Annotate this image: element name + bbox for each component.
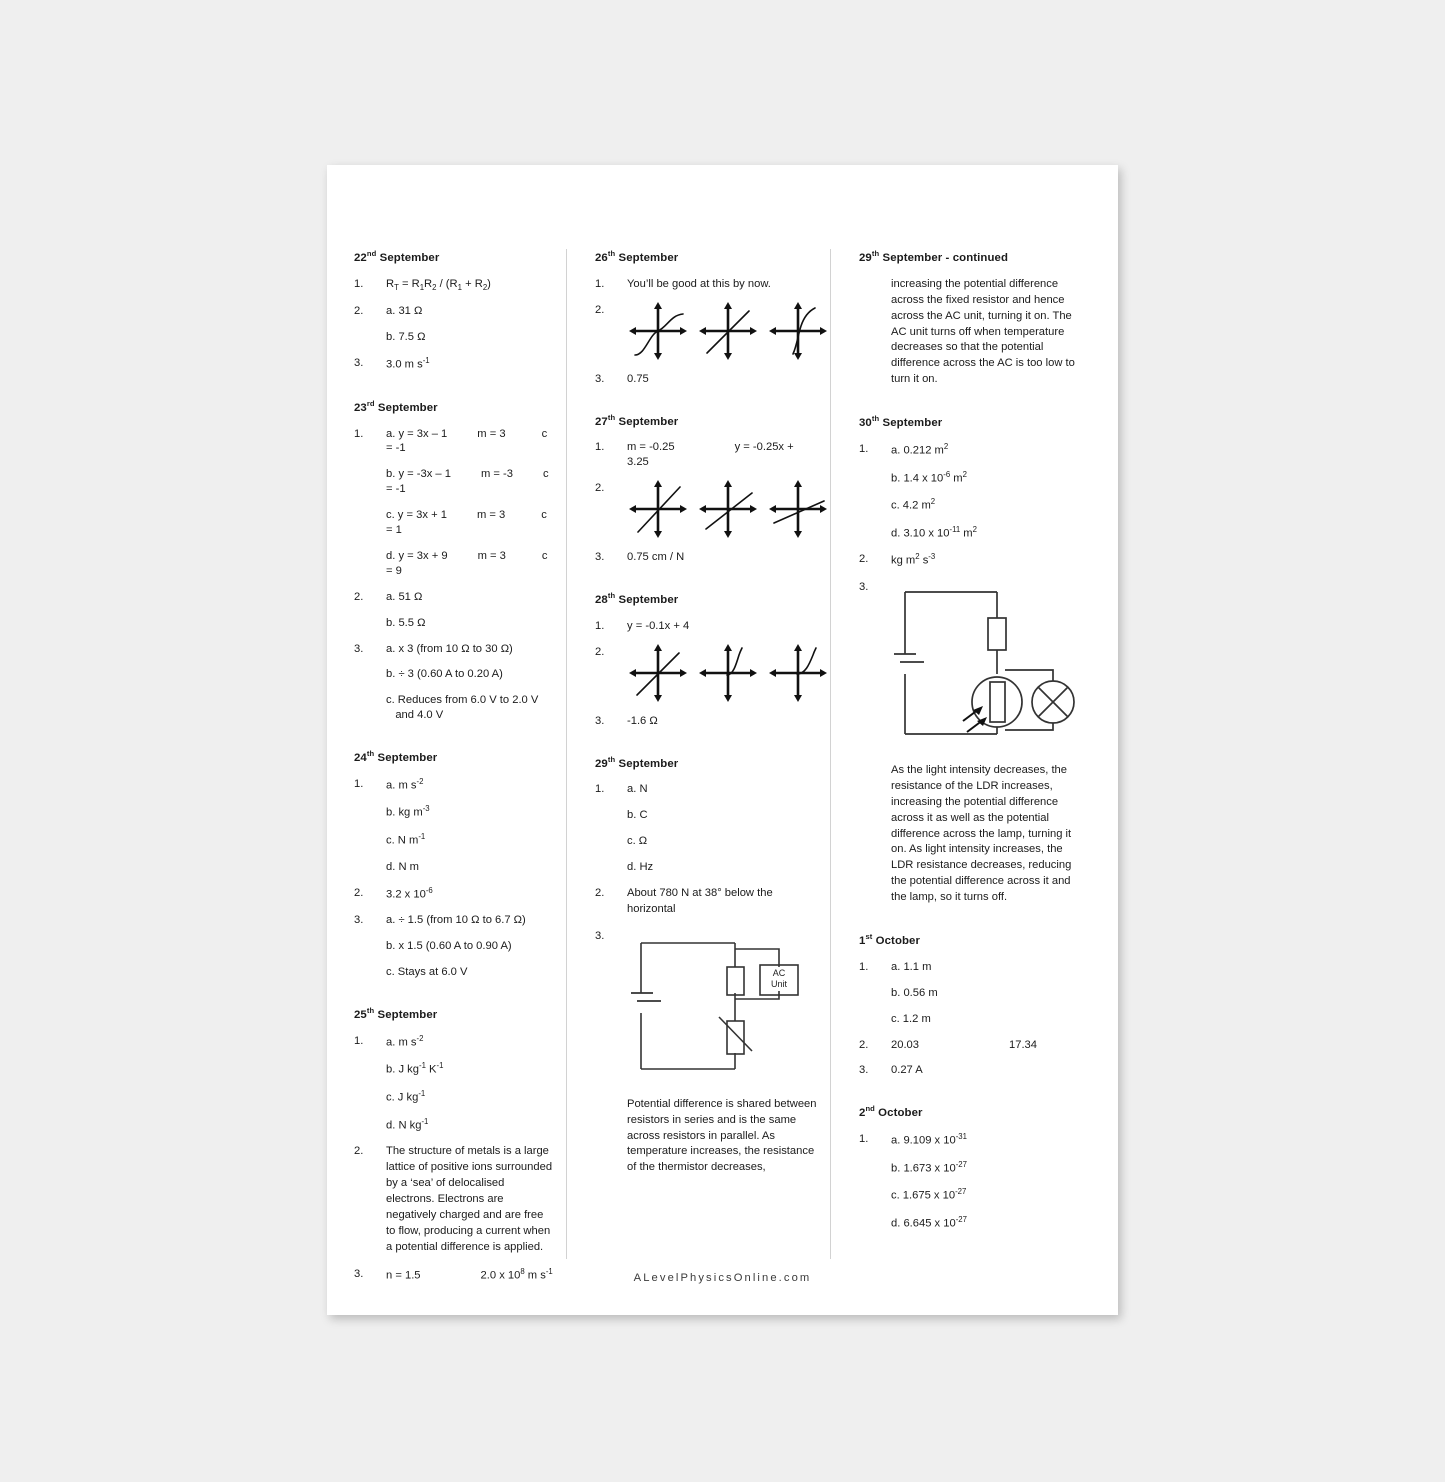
answer-text: b. 7.5 Ω <box>386 331 426 344</box>
date-section <box>595 413 818 565</box>
date-section <box>595 591 818 729</box>
page-footer: ALevelPhysicsOnline.com <box>633 1272 812 1284</box>
answer-row <box>354 913 554 928</box>
question-number: 2. <box>354 1145 364 1158</box>
answer-row <box>354 832 554 849</box>
answer-row <box>859 1012 1082 1027</box>
ordinal-suffix: th <box>607 754 616 764</box>
ordinal-suffix: th <box>366 749 375 759</box>
answer-text: b. C <box>627 809 648 822</box>
ordinal-suffix: th <box>366 1005 375 1015</box>
answer-text: c. 1.2 m <box>891 1012 931 1025</box>
answer-row <box>595 440 818 470</box>
answer-row <box>595 886 818 918</box>
answer-row <box>595 277 818 292</box>
answer-text: a. x 3 (from 10 Ω to 30 Ω) <box>386 642 513 655</box>
graph-1 <box>627 301 689 361</box>
answer-row <box>354 965 554 980</box>
answer-row <box>595 714 818 729</box>
answer-body <box>627 929 818 1086</box>
question-number: 3. <box>859 1064 869 1077</box>
question-number: 1. <box>354 277 364 290</box>
question-number: 3. <box>354 642 364 655</box>
answer-text: c. 1.675 x $10^{-27}$ <box>891 1187 967 1203</box>
ac-unit-label-1: AC <box>772 967 786 978</box>
answer-text: d. 6.645 x $10^{-27}$ <box>891 1215 967 1230</box>
sketch-graphs-27th <box>627 479 829 539</box>
date-section <box>859 414 1082 906</box>
question-number: 1. <box>595 783 605 796</box>
answer-row <box>859 525 1082 542</box>
answer-text: c. 4.2 $m^2$ <box>891 497 936 512</box>
question-number: 1. <box>595 441 605 454</box>
date-heading: 1st October <box>859 932 921 947</box>
answer-text: 0.75 <box>627 372 649 385</box>
answer-row <box>859 1038 1082 1053</box>
answer-text: b. 0.56 m <box>891 986 938 999</box>
document-page <box>327 165 1118 1315</box>
date-heading: 23rd September <box>354 398 438 414</box>
answer-row <box>354 1117 554 1134</box>
answer-text: a. 9.109 x $10^{-31}$ <box>891 1132 967 1147</box>
answer-text: m = -0.25 y = -0.25x + 3.25 <box>627 441 794 469</box>
answer-text: b. J $kg^{-1}$ $K^{-1}$ <box>386 1061 444 1077</box>
answer-row <box>354 549 554 579</box>
answer-row <box>354 1061 554 1078</box>
date-heading: 2nd October <box>859 1104 923 1120</box>
answer-text: The structure of metals is a large lattice of positive ions surrounded by a ‘sea’ of delocalised electrons. Electrons are negatively charged and are free to flow, producing a current when a potential difference is applied. <box>386 1145 553 1253</box>
answer-text: 3.2 x $10^{-6}$ <box>386 885 433 901</box>
answer-row <box>595 303 818 361</box>
answer-row <box>354 1144 554 1255</box>
column-2-body <box>595 249 818 1176</box>
answer-text: a. ÷ 1.5 (from 10 Ω to 6.7 Ω) <box>386 914 526 927</box>
date-heading: 24th September <box>354 749 438 764</box>
ordinal-suffix: th <box>871 414 880 424</box>
question-number: 1. <box>859 442 869 455</box>
answer-row <box>354 356 554 373</box>
question-number: 1. <box>354 1034 364 1047</box>
ordinal-suffix: nd <box>366 249 377 258</box>
column-3-body <box>859 249 1082 1232</box>
date-heading: 26th September <box>595 249 679 264</box>
answer-row <box>595 834 818 849</box>
answer-row <box>595 619 818 634</box>
ordinal-suffix: th <box>871 249 880 258</box>
date-heading: 27th September <box>595 412 679 428</box>
date-heading: 29th September - continued <box>859 249 1009 264</box>
question-number: 2. <box>859 1038 869 1051</box>
answer-text: a. 0.212 $m^2$ <box>891 441 949 457</box>
column-3 <box>830 249 1094 1259</box>
answer-text: As the light intensity decreases, the resistance of the LDR increases, increasing the potential difference across it as well as the potential difference across the lamp, turning it on. As light intensity increases, the LDR resistance decreases, reducing the potential difference across it and the lamp, so it turns off. <box>891 763 1072 904</box>
answer-text: kg $m^2$ $s^{-3}$ <box>891 552 936 568</box>
answer-row <box>859 552 1082 569</box>
thermistor-ac-unit-circuit <box>627 931 818 1086</box>
graph-2 <box>697 301 759 361</box>
answer-row <box>595 808 818 823</box>
answer-text: a. 1.1 m <box>891 960 932 973</box>
question-number: 3. <box>595 372 605 385</box>
ac-unit-label-2: Unit <box>770 978 788 989</box>
question-number: 2. <box>595 482 605 495</box>
answer-text: a. N <box>627 783 648 796</box>
graph-1 <box>627 643 689 703</box>
answer-text: b. 5.5 Ω <box>386 616 426 629</box>
graph-2 <box>697 479 759 539</box>
question-number: 3. <box>595 551 605 564</box>
answer-row <box>859 986 1082 1001</box>
answer-text: $R_T = R_1R_2 / (R_1 + R_2)$ <box>386 277 491 293</box>
question-number: 3. <box>595 714 605 727</box>
answer-row <box>354 939 554 954</box>
answer-text: y = -0.1x + 4 <box>627 619 690 632</box>
question-number: 3. <box>354 914 364 927</box>
answer-text: d. 3.10 x $10^{-11}$ $m^2$ <box>891 524 977 540</box>
answer-row <box>859 1063 1082 1078</box>
date-heading: 22nd September <box>354 249 440 264</box>
ordinal-suffix: rd <box>366 398 375 408</box>
answer-row <box>595 782 818 797</box>
answer-row <box>354 642 554 657</box>
answer-body <box>627 303 829 361</box>
ordinal-suffix: st <box>865 932 873 942</box>
answer-text: b. x 1.5 (0.60 A to 0.90 A) <box>386 940 512 953</box>
answer-row <box>595 372 818 387</box>
answer-row <box>354 1034 554 1051</box>
date-heading: 28th September <box>595 591 679 606</box>
graph-3 <box>767 643 829 703</box>
question-number: 3. <box>595 929 605 942</box>
answer-row <box>354 590 554 605</box>
answer-text: b. y = -3x – 1 m = -3 c = -1 <box>386 468 549 496</box>
question-number: 2. <box>354 886 364 899</box>
answer-row <box>859 470 1082 487</box>
answer-row <box>354 777 554 794</box>
answer-text: b. 1.673 x $10^{-27}$ <box>891 1159 967 1175</box>
question-number: 2. <box>595 303 605 316</box>
answer-row <box>859 277 1082 388</box>
ldr-lamp-circuit <box>891 582 1086 752</box>
answer-text: b. 1.4 x $10^{-6}$ $m^2$ <box>891 469 967 485</box>
answer-text: d. y = 3x + 9 m = 3 c = 9 <box>386 549 548 577</box>
answer-text: c. J $kg^{-1}$ <box>386 1088 426 1104</box>
date-section <box>354 399 554 723</box>
date-section <box>354 749 554 980</box>
answer-row <box>595 645 818 703</box>
answer-row <box>859 1160 1082 1177</box>
answer-text: d. Hz <box>627 861 654 874</box>
answer-row <box>859 497 1082 514</box>
answer-row <box>354 330 554 345</box>
graph-3 <box>767 301 829 361</box>
answer-row <box>859 442 1082 459</box>
answer-text: a. m $s^{-2}$ <box>386 1033 424 1049</box>
date-section <box>354 1006 554 1283</box>
answer-text: c. Stays at 6.0 V <box>386 966 468 979</box>
answer-row <box>354 693 554 723</box>
answer-body <box>891 580 1086 752</box>
answer-row <box>354 467 554 497</box>
answer-text: 0.27 A <box>891 1064 923 1077</box>
question-number: 2. <box>354 305 364 318</box>
answer-row <box>354 804 554 821</box>
answer-text: d. N $kg^{-1}$ <box>386 1116 429 1132</box>
answer-text: a. 31 Ω <box>386 305 423 318</box>
sketch-graphs-28th <box>627 643 829 703</box>
question-number: 1. <box>595 619 605 632</box>
answer-row <box>595 481 818 539</box>
answer-row <box>354 616 554 631</box>
answer-text: a. 51 Ω <box>386 590 423 603</box>
answer-text: d. N m <box>386 860 419 873</box>
answer-text: About 780 N at 38° below the horizontal <box>627 886 773 915</box>
answer-row <box>859 960 1082 975</box>
answer-row <box>354 427 554 457</box>
answer-text: b. ÷ 3 (0.60 A to 0.20 A) <box>386 668 503 681</box>
date-section <box>859 1104 1082 1231</box>
question-number: 2. <box>354 590 364 603</box>
date-heading: 29th September <box>595 754 679 770</box>
answer-text: 20.03 17.34 <box>891 1038 1037 1051</box>
answer-row <box>354 667 554 682</box>
ordinal-suffix: th <box>607 591 616 601</box>
date-heading: 25th September <box>354 1005 438 1021</box>
answer-body <box>627 645 829 703</box>
question-number: 1. <box>859 960 869 973</box>
date-heading: 30th September <box>859 414 943 429</box>
question-number: 3. <box>859 581 869 594</box>
date-section <box>354 249 554 373</box>
answer-row <box>595 929 818 1086</box>
answer-text: -1.6 Ω <box>627 714 658 727</box>
question-number: 2. <box>595 645 605 658</box>
column-2 <box>566 249 830 1259</box>
answer-text: 3.0 m $s^{-1}$ <box>386 356 430 371</box>
sketch-graphs-26th <box>627 301 829 361</box>
question-number: 1. <box>859 1133 869 1146</box>
answer-row <box>354 1089 554 1106</box>
answer-row <box>595 550 818 565</box>
date-section <box>859 932 1082 1078</box>
question-number: 3. <box>354 1267 364 1280</box>
question-number: 3. <box>354 357 364 370</box>
answer-row <box>859 1132 1082 1149</box>
answer-row <box>859 763 1082 906</box>
answer-text: b. kg $m^{-3}$ <box>386 804 430 820</box>
date-section <box>859 249 1082 388</box>
answer-text: You’ll be good at this by now. <box>627 277 771 290</box>
ordinal-suffix: th <box>607 249 616 258</box>
answer-row <box>595 1097 818 1177</box>
answer-text: c. y = 3x + 1 m = 3 c = 1 <box>386 509 547 537</box>
answer-text: a. m $s^{-2}$ <box>386 776 424 792</box>
question-number: 1. <box>595 277 605 290</box>
question-number: 2. <box>859 553 869 566</box>
answer-text: a. y = 3x – 1 m = 3 c = -1 <box>386 427 548 455</box>
answer-text: c. N $m^{-1}$ <box>386 832 426 847</box>
answer-text: Potential difference is shared between resistors in series and is the same across resistors in parallel. As temperature increases, the resistance of the thermistor decreases, <box>627 1097 817 1174</box>
answer-text: c. Ω <box>627 835 648 848</box>
answer-row <box>354 508 554 538</box>
answer-row <box>859 1187 1082 1204</box>
answer-row <box>859 580 1082 752</box>
graph-1 <box>627 479 689 539</box>
question-number: 1. <box>354 427 364 440</box>
answer-row <box>859 1215 1082 1232</box>
answer-row <box>595 860 818 875</box>
answer-text: n = 1.5 2.0 x $10^8$ m $s^{-1}$ <box>386 1266 553 1282</box>
graph-3 <box>767 479 829 539</box>
ordinal-suffix: th <box>607 412 616 422</box>
answer-row <box>354 277 554 294</box>
column-1-body <box>354 249 554 1283</box>
ordinal-suffix: nd <box>865 1104 875 1114</box>
answer-text: 0.75 cm / N <box>627 551 685 564</box>
question-number: 1. <box>354 777 364 790</box>
answer-row <box>354 886 554 903</box>
date-section <box>595 249 818 387</box>
column-1 <box>354 249 566 1282</box>
question-number: 2. <box>595 886 605 899</box>
answer-text: increasing the potential difference across the fixed resistor and hence across the AC unit, turning it on. The AC unit turns off when temperature decreases so that the potential difference across the AC is too low to turn it on. <box>891 277 1075 386</box>
graph-2 <box>697 643 759 703</box>
answer-row <box>354 860 554 875</box>
answer-row <box>354 304 554 319</box>
answer-text: c. Reduces from 6.0 V to 2.0 V and 4.0 V <box>386 694 539 722</box>
answer-body <box>627 481 829 539</box>
date-section <box>595 755 818 1177</box>
